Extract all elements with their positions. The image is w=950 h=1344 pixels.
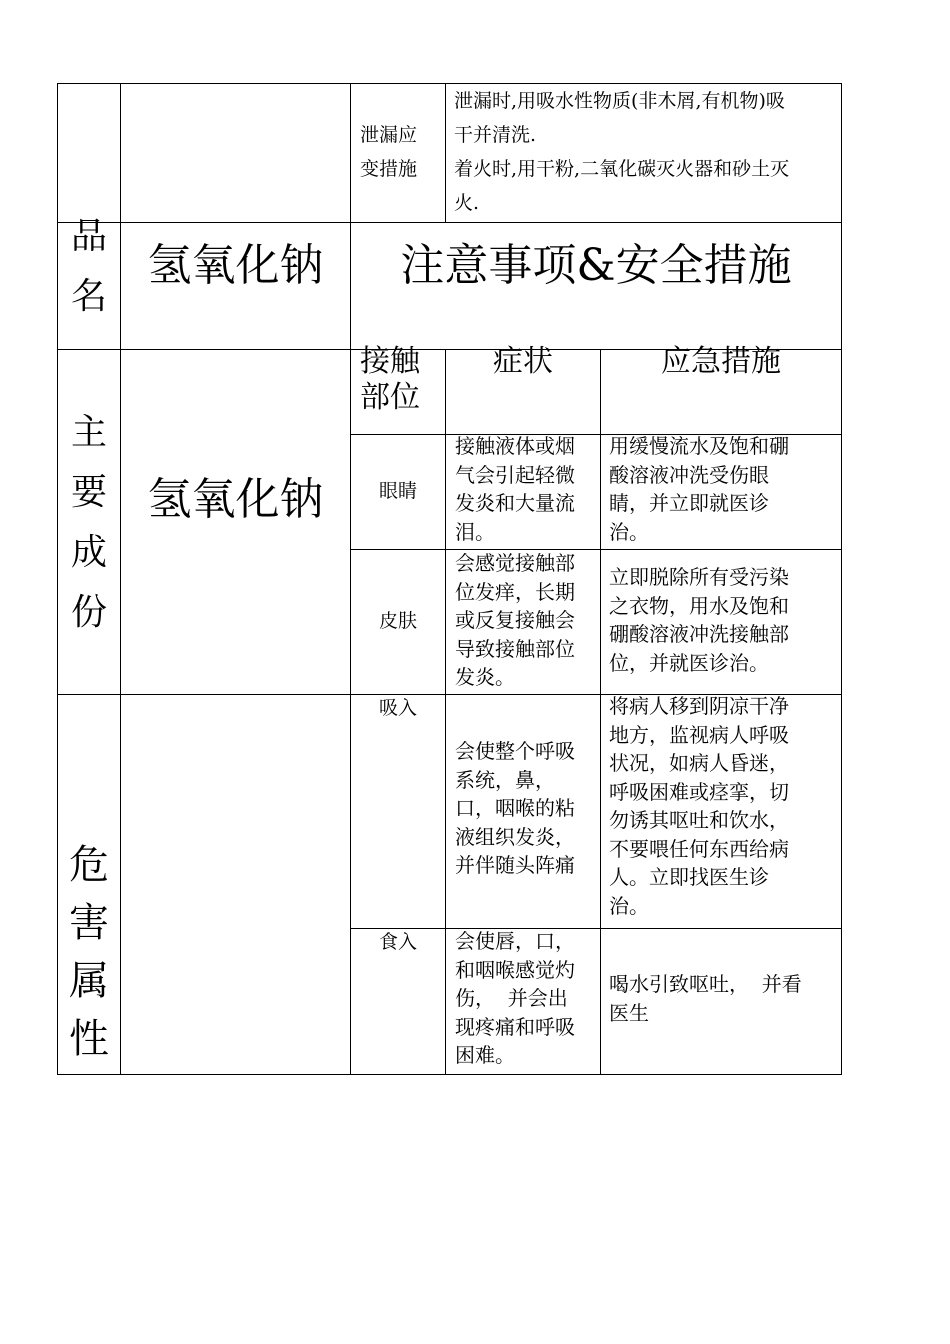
measure-text (609, 563, 841, 677)
text-line: 硼酸溶液冲洗接触部 (609, 622, 789, 646)
text-line: 状况，如病人昏迷， (609, 751, 789, 775)
text-line: 发炎和大量流 (455, 491, 575, 515)
text-line: 系统，鼻， (455, 767, 555, 792)
symptom-header: 症状 (493, 344, 553, 379)
table-line (841, 83, 842, 1075)
text-line: 酸溶液冲洗受伤眼 (609, 462, 769, 487)
leak-label-line: 泄漏应 (360, 124, 418, 146)
header-line: 接触 (360, 344, 420, 379)
text-line: 发炎。 (455, 665, 515, 689)
label-char: 成 (70, 532, 107, 573)
composition-label (58, 403, 120, 643)
leak-text-line: 干并清洗. (454, 124, 537, 146)
contact-part: 吸入 (378, 697, 417, 719)
text-line: 人。立即找医生诊 (609, 865, 769, 889)
text-line: 之衣物，用水及饱和 (609, 593, 789, 618)
text-line: 地方，监视病人呼吸 (609, 722, 789, 747)
measure-text (609, 432, 841, 546)
emergency-header: 应急措施 (661, 344, 781, 379)
symptom-text (455, 927, 600, 1070)
leak-text-line: 着火时,用干粉,二氧化碳灭火器和砂土灭 (454, 158, 790, 180)
text-line: 伤， 并会出 (455, 986, 568, 1010)
section-title: 注意事项&安全措施 (400, 240, 792, 291)
label-char: 危 (69, 842, 109, 888)
text-line: 液组织发炎， (455, 824, 575, 849)
text-line: 接触液体或烟 (455, 434, 575, 458)
label-char: 名 (70, 276, 107, 317)
text-line: 导致接触部位 (455, 636, 575, 661)
leak-measures-text (454, 84, 839, 220)
symptom-text (455, 737, 600, 880)
measure-text (609, 970, 841, 1027)
text-line: 会使整个呼吸 (455, 739, 575, 763)
product-name-label (58, 207, 120, 327)
text-line: 困难。 (455, 1043, 515, 1067)
text-line: 不要喂任何东西给病 (609, 836, 789, 861)
text-line: 位，并就医诊治。 (609, 650, 769, 675)
symptom-text (455, 432, 600, 546)
label-char: 品 (70, 216, 107, 257)
label-char: 性 (69, 1016, 109, 1062)
contact-part: 眼睛 (378, 480, 417, 502)
contact-part: 皮肤 (378, 610, 417, 632)
table-line (445, 83, 446, 223)
table-line (600, 349, 601, 1075)
table-line (57, 1074, 842, 1075)
text-line: 和咽喉感觉灼 (455, 957, 575, 982)
text-line: 或反复接触会 (455, 608, 575, 632)
text-line: 勿诱其呕吐和饮水， (609, 808, 789, 832)
text-line: 将病人移到阴凉干净 (609, 694, 789, 718)
header-line: 部位 (360, 380, 420, 415)
hazard-label (58, 836, 120, 1068)
table-line (120, 83, 121, 1075)
text-line: 并伴随头阵痛 (455, 853, 575, 877)
text-line: 位发痒，长期 (455, 579, 575, 604)
label-char: 主 (70, 412, 107, 453)
contact-part-header (360, 344, 445, 416)
label-char: 份 (70, 592, 107, 633)
label-char: 属 (69, 958, 109, 1004)
text-line: 会感觉接触部 (455, 551, 575, 575)
text-line: 会使唇，口， (455, 929, 575, 953)
leak-text-line: 火. (454, 192, 480, 214)
text-line: 睛，并立即就医诊 (609, 491, 769, 515)
text-line: 用缓慢流水及饱和硼 (609, 434, 789, 458)
ingredient-name: 氢氧化钠 (147, 474, 324, 525)
symptom-text (455, 549, 600, 692)
text-line: 口，咽喉的粘 (455, 796, 575, 820)
text-line: 治。 (609, 893, 649, 918)
measure-text (609, 692, 841, 920)
text-line: 现疼痛和呼吸 (455, 1014, 575, 1039)
table-line (445, 349, 446, 1075)
text-line: 呼吸困难或痉挛，切 (609, 779, 789, 804)
label-char: 要 (70, 472, 107, 513)
label-char: 害 (69, 900, 109, 946)
leak-measures-label (360, 118, 445, 186)
contact-part: 食入 (378, 931, 417, 953)
leak-label-line: 变措施 (360, 158, 418, 180)
text-line: 喝水引致呕吐， 并看 (609, 972, 802, 996)
text-line: 治。 (609, 519, 649, 544)
text-line: 气会引起轻微 (455, 462, 575, 487)
text-line: 泪。 (455, 519, 495, 544)
product-name: 氢氧化钠 (147, 240, 324, 291)
text-line: 立即脱除所有受污染 (609, 565, 789, 589)
leak-text-line: 泄漏时,用吸水性物质(非木屑,有机物)吸 (454, 90, 785, 112)
table-line (57, 222, 842, 223)
text-line: 医生 (609, 1000, 649, 1025)
